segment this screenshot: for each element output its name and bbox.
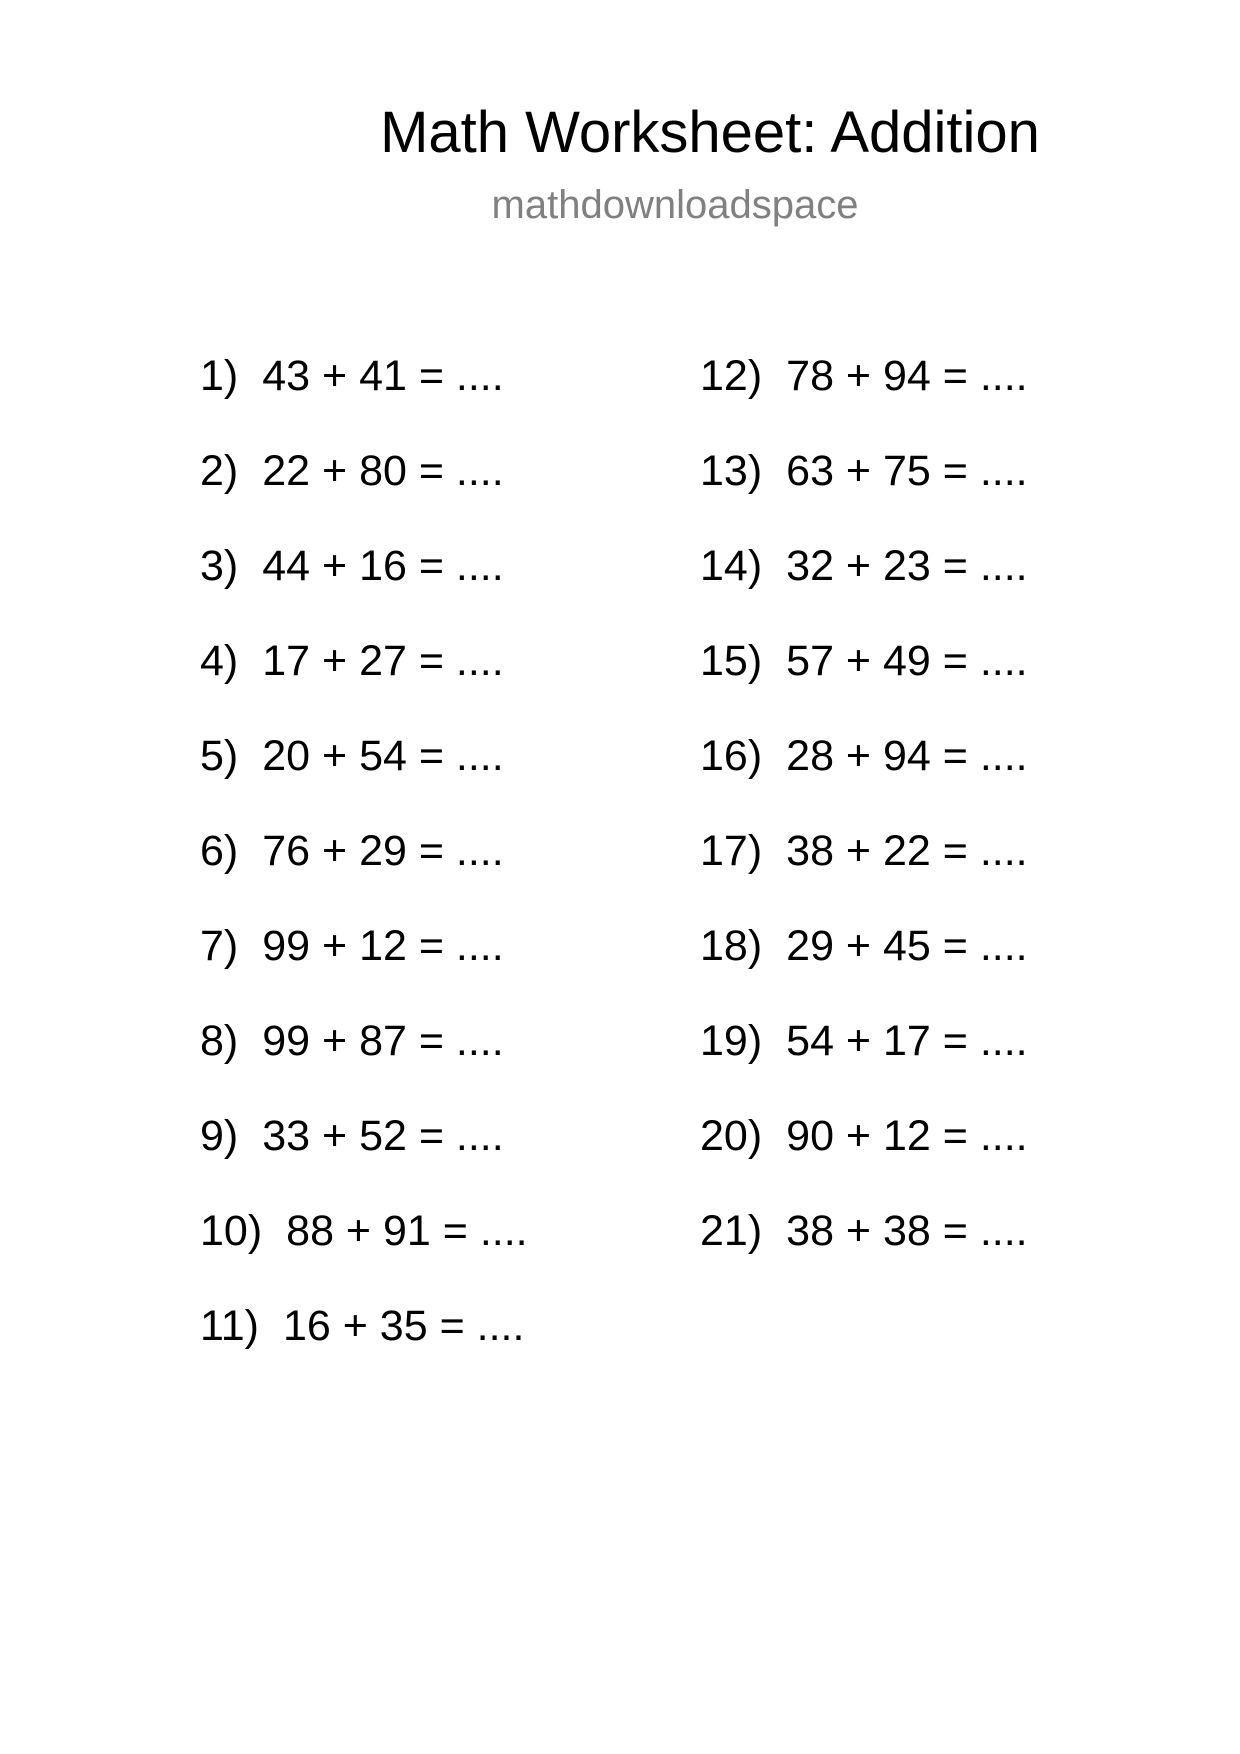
problem-column-right	[700, 346, 1028, 1296]
problem-number: 2)	[200, 447, 239, 495]
problem-11	[200, 1296, 528, 1391]
problem-number: 18)	[700, 922, 763, 970]
problem-expression: 54 + 17 = ....	[786, 1017, 1028, 1065]
problem-number: 8)	[200, 1017, 239, 1065]
problem-2	[200, 441, 528, 536]
problem-number: 5)	[200, 732, 239, 780]
problem-13	[700, 441, 1028, 536]
problem-21	[700, 1201, 1028, 1296]
problem-18	[700, 916, 1028, 1011]
problem-expression: 90 + 12 = ....	[786, 1112, 1028, 1160]
problem-number: 16)	[700, 732, 763, 780]
problem-expression: 38 + 38 = ....	[786, 1207, 1028, 1255]
problem-number: 20)	[700, 1112, 763, 1160]
problem-number: 7)	[200, 922, 239, 970]
problem-6	[200, 821, 528, 916]
problem-expression: 29 + 45 = ....	[786, 922, 1028, 970]
problem-expression: 33 + 52 = ....	[262, 1112, 504, 1160]
problem-number: 3)	[200, 542, 239, 590]
problem-19	[700, 1011, 1028, 1106]
problem-expression: 99 + 12 = ....	[262, 922, 504, 970]
problem-8	[200, 1011, 528, 1106]
problem-20	[700, 1106, 1028, 1201]
problem-column-left	[200, 346, 528, 1391]
problem-expression: 78 + 94 = ....	[786, 352, 1028, 400]
problem-number: 4)	[200, 637, 239, 685]
problem-expression: 20 + 54 = ....	[262, 732, 504, 780]
problem-7	[200, 916, 528, 1011]
problem-number: 21)	[700, 1207, 763, 1255]
worksheet-title: Math Worksheet: Addition	[380, 100, 1040, 165]
problem-expression: 63 + 75 = ....	[786, 447, 1028, 495]
problem-15	[700, 631, 1028, 726]
problem-number: 9)	[200, 1112, 239, 1160]
problem-number: 14)	[700, 542, 763, 590]
worksheet-source: mathdownloadspace	[491, 183, 859, 227]
problem-number: 11)	[200, 1302, 259, 1350]
problem-12	[700, 346, 1028, 441]
problem-17	[700, 821, 1028, 916]
problem-number: 17)	[700, 827, 763, 875]
problem-5	[200, 726, 528, 821]
problem-number: 12)	[700, 352, 763, 400]
problem-expression: 16 + 35 = ....	[282, 1302, 525, 1350]
problem-expression: 44 + 16 = ....	[262, 542, 504, 590]
problem-expression: 28 + 94 = ....	[786, 732, 1028, 780]
problem-14	[700, 536, 1028, 631]
problem-expression: 88 + 91 = ....	[286, 1207, 528, 1255]
problem-1	[200, 346, 528, 441]
problem-expression: 76 + 29 = ....	[262, 827, 504, 875]
problem-number: 15)	[700, 637, 763, 685]
problem-expression: 22 + 80 = ....	[262, 447, 504, 495]
problem-10	[200, 1201, 528, 1296]
problem-expression: 99 + 87 = ....	[262, 1017, 504, 1065]
problem-expression: 17 + 27 = ....	[262, 637, 504, 685]
problem-number: 6)	[200, 827, 239, 875]
problem-expression: 38 + 22 = ....	[786, 827, 1028, 875]
problem-expression: 32 + 23 = ....	[786, 542, 1028, 590]
problem-expression: 43 + 41 = ....	[262, 352, 504, 400]
problem-9	[200, 1106, 528, 1201]
problem-16	[700, 726, 1028, 821]
problem-3	[200, 536, 528, 631]
problem-number: 10)	[200, 1207, 263, 1255]
problem-number: 13)	[700, 447, 763, 495]
problem-4	[200, 631, 528, 726]
problem-number: 1)	[200, 352, 239, 400]
problem-expression: 57 + 49 = ....	[786, 637, 1028, 685]
problem-number: 19)	[700, 1017, 763, 1065]
